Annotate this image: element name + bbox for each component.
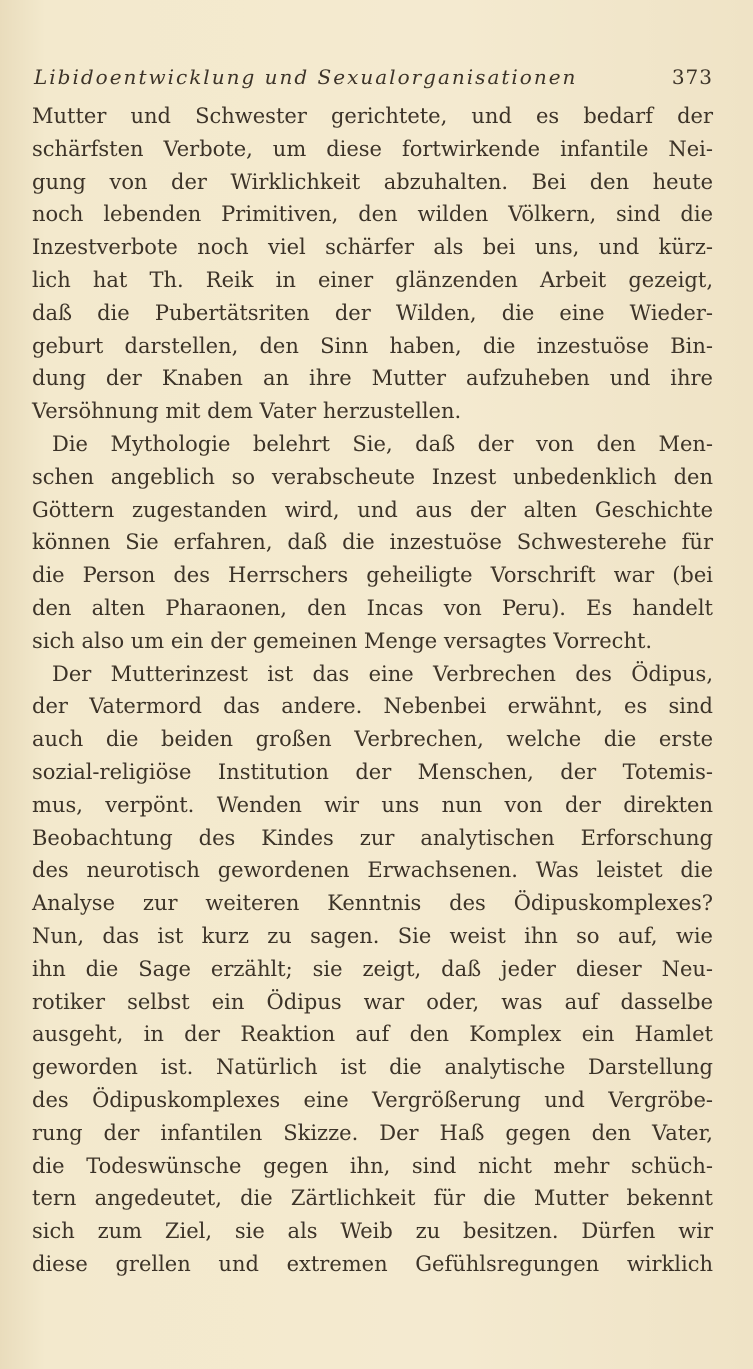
text-line: Analyse zur weiteren Kenntnis des Ödipuskomplexes? [32, 891, 713, 916]
text-line: rotiker selbst ein Ödipus war oder, was auf dasselbe [32, 989, 713, 1014]
text-line: Nun, das ist kurz zu sagen. Sie weist ihn so auf, wie [32, 923, 713, 948]
text-line: können Sie erfahren, daß die inzestuöse Schwesterehe für [32, 530, 713, 555]
text-line: gung von der Wirklichkeit abzuhalten. Bei den heute [32, 169, 713, 194]
text-line: sich also um ein der gemeinen Menge versagtes Vorrecht. [32, 628, 653, 653]
text-line: Der Mutterinzest ist das eine Verbrechen des Ödipus, [52, 661, 713, 686]
text-line: geburt darstellen, den Sinn haben, die inzestuöse Bin- [32, 333, 713, 358]
text-line: der Vatermord das andere. Nebenbei erwähnt, es sind [32, 694, 713, 719]
text-line: Mutter und Schwester gerichtete, und es bedarf der [32, 104, 713, 128]
running-title: Libidoentwicklung und Sexualorganisationen [34, 65, 578, 89]
text-line: Die Mythologie belehrt Sie, daß der von den Men- [52, 431, 713, 456]
text-line: die Person des Herrschers geheiligte Vorschrift war (bei [32, 563, 713, 588]
text-line: Göttern zugestanden wird, und aus der alten Geschichte [32, 497, 713, 522]
text-line: den alten Pharaonen, den Incas von Peru). Es handelt [32, 595, 713, 620]
text-line: Inzestverbote noch viel schärfer als bei uns, und kürz- [32, 235, 713, 260]
text-line: des neurotisch gewordenen Erwachsenen. Was leistet die [32, 858, 713, 883]
text-line: diese grellen und extremen Gefühlsregungen wirklich [32, 1251, 713, 1276]
text-line: ausgeht, in der Reaktion auf den Komplex ein Hamlet [32, 1022, 713, 1047]
text-line: die Todeswünsche gegen ihn, sind nicht mehr schüch- [32, 1153, 713, 1178]
text-line: dung der Knaben an ihre Mutter aufzuheben und ihre [32, 366, 713, 391]
text-line: sozial-religiöse Institution der Menschen, der Totemis- [32, 759, 713, 784]
body-text [32, 100, 713, 1281]
text-line: sich zum Ziel, sie als Weib zu besitzen. Dürfen wir [32, 1219, 713, 1244]
text-line: auch die beiden großen Verbrechen, welche die erste [32, 727, 713, 752]
text-line: des Ödipuskomplexes eine Vergrößerung und Vergröbe- [32, 1087, 713, 1112]
text-line: lich hat Th. Reik in einer glänzenden Arbeit gezeigt, [32, 267, 713, 292]
text-line: ihn die Sage erzählt; sie zeigt, daß jeder dieser Neu- [32, 956, 713, 981]
text-line: schen angeblich so verabscheute Inzest unbedenklich den [32, 464, 713, 489]
text-line: noch lebenden Primitiven, den wilden Völkern, sind die [32, 202, 713, 227]
text-line: Versöhnung mit dem Vater herzustellen. [32, 399, 462, 424]
text-line: daß die Pubertätsriten der Wilden, die eine Wieder- [32, 300, 713, 325]
page-number: 373 [671, 65, 713, 89]
text-line: geworden ist. Natürlich ist die analytische Darstellung [32, 1055, 713, 1080]
text-line: Beobachtung des Kindes zur analytischen Erforschung [32, 825, 713, 850]
text-line: rung der infantilen Skizze. Der Haß gegen den Vater, [32, 1120, 713, 1145]
text-line: mus, verpönt. Wenden wir uns nun von der direkten [32, 792, 713, 817]
text-line: tern angedeutet, die Zärtlichkeit für die Mutter bekennt [32, 1186, 713, 1211]
running-header [34, 61, 713, 93]
text-line: schärfsten Verbote, um diese fortwirkende infantile Nei- [32, 136, 713, 161]
